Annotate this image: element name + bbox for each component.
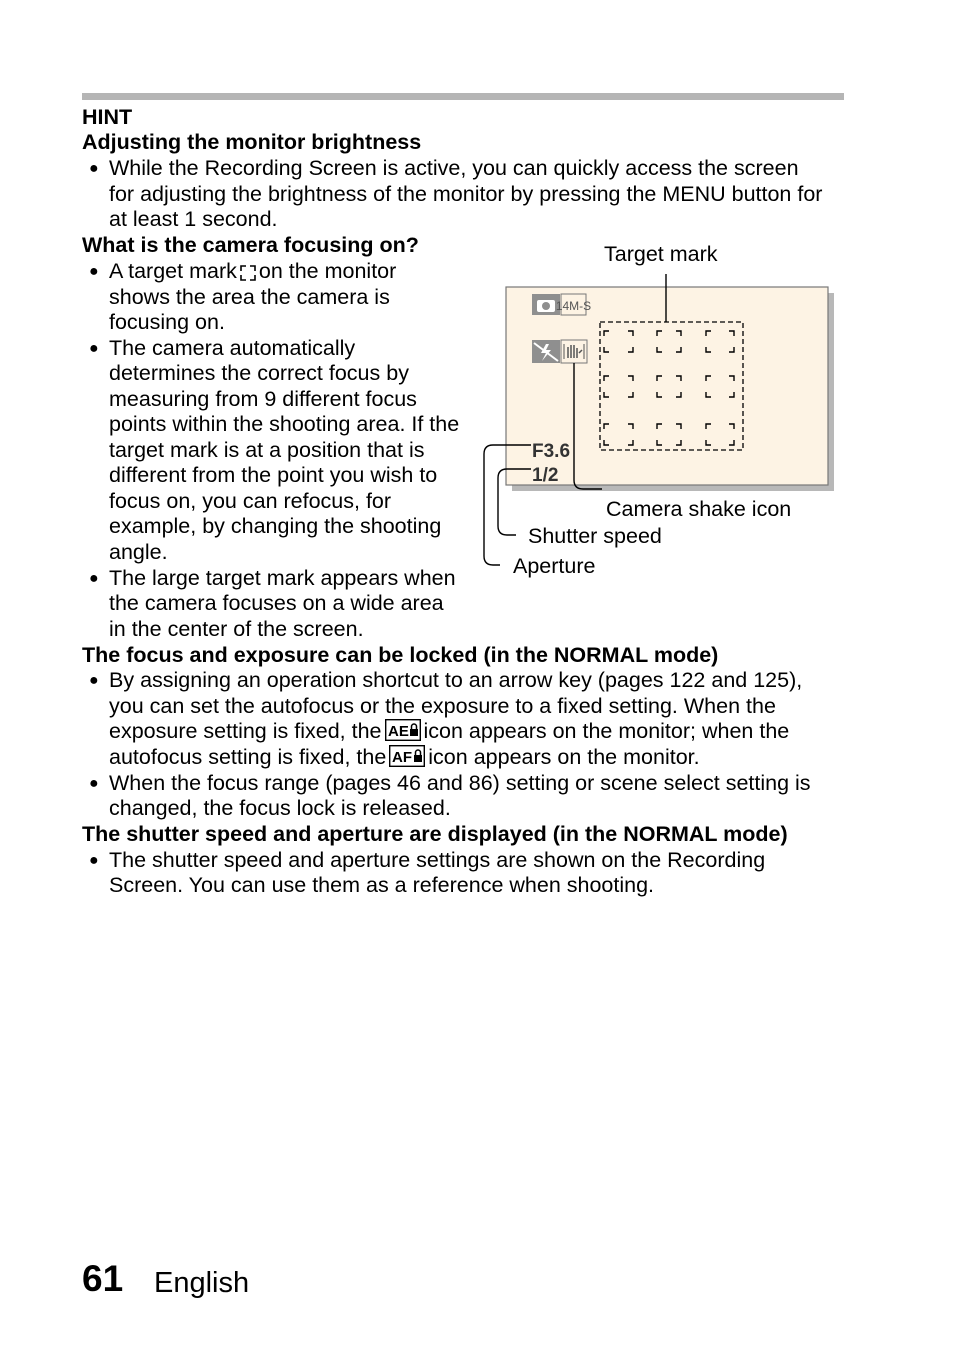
bullet-icon: ● [89, 672, 99, 689]
image-size-icon [556, 294, 591, 315]
monitor-diagram [480, 240, 840, 585]
para-line: changed, the focus lock is released. [109, 796, 451, 820]
para-line: points within the shooting area. If the [109, 412, 460, 436]
flash-off-icon [532, 340, 560, 363]
bullet-icon: ● [89, 570, 99, 587]
para-line: target mark is at a position that is [109, 438, 425, 462]
para-line: A target mark on the monitor [109, 259, 396, 288]
bullet-icon: ● [89, 160, 99, 177]
svg-text:AF: AF [392, 749, 413, 766]
target-mark-label: Target mark [604, 242, 718, 266]
bullet-icon: ● [89, 775, 99, 792]
target-mark-icon [240, 262, 256, 288]
para-line: different from the point you wish to [109, 463, 438, 487]
heading-shutter-aperture: The shutter speed and aperture are displayed (in the NORMAL mode) [82, 822, 788, 846]
heading-camera-focusing: What is the camera focusing on? [82, 233, 419, 257]
para-line: you can set the autofocus or the exposure to a fixed setting. When the [109, 694, 776, 718]
aperture-value: F3.6 [532, 441, 571, 462]
para-line: shows the area the camera is [109, 285, 390, 309]
para-line: exposure setting is fixed, the AE icon appears on the monitor; when the [109, 719, 789, 748]
para-line: The large target mark appears when [109, 566, 456, 590]
heading-monitor-brightness: Adjusting the monitor brightness [82, 130, 422, 154]
camera-shake-label: Camera shake icon [606, 497, 792, 521]
camera-shake-icon [561, 340, 587, 363]
hint-divider-bar [82, 93, 844, 100]
para-line: The camera automatically [109, 336, 356, 360]
hint-label: HINT [82, 105, 133, 129]
para-line: autofocus setting is fixed, the AF icon appears on the monitor. [109, 745, 700, 774]
para-line: at least 1 second. [109, 207, 278, 231]
svg-text:14M-S: 14M-S [555, 299, 592, 313]
bullet-icon: ● [89, 263, 99, 280]
page-language: English [154, 1267, 250, 1299]
para-line: focus on, you can refocus, for [109, 489, 392, 513]
shutter-speed-label: Shutter speed [528, 524, 662, 548]
para-line: focusing on. [109, 310, 225, 334]
heading-focus-exposure-lock: The focus and exposure can be locked (in the NORMAL mode) [82, 643, 719, 667]
ae-lock-icon [385, 719, 421, 748]
shutter-value: 1/2 [532, 465, 559, 486]
para-line: angle. [109, 540, 168, 564]
bullet-icon: ● [89, 852, 99, 869]
para-line: in the center of the screen. [109, 617, 364, 641]
para-line: measuring from 9 different focus [109, 387, 417, 411]
para-line: example, by changing the shooting [109, 514, 442, 538]
para-line: While the Recording Screen is active, you can quickly access the screen [109, 156, 799, 180]
para-line: for adjusting the brightness of the monitor by pressing the MENU button for [109, 182, 823, 206]
para-line: When the focus range (pages 46 and 86) setting or scene select setting is [109, 771, 811, 795]
para-line: Screen. You can use them as a reference when shooting. [109, 873, 655, 897]
bullet-icon: ● [89, 340, 99, 357]
para-line: The shutter speed and aperture settings are shown on the Recording [109, 848, 766, 872]
para-line: determines the correct focus by [109, 361, 409, 385]
af-lock-icon [389, 745, 425, 774]
page-number: 61 [82, 1258, 124, 1299]
para-line: the camera focuses on a wide area [109, 591, 444, 615]
svg-text:AE: AE [387, 723, 409, 740]
para-line: By assigning an operation shortcut to an arrow key (pages 122 and 125), [109, 668, 803, 692]
aperture-label: Aperture [513, 554, 596, 578]
